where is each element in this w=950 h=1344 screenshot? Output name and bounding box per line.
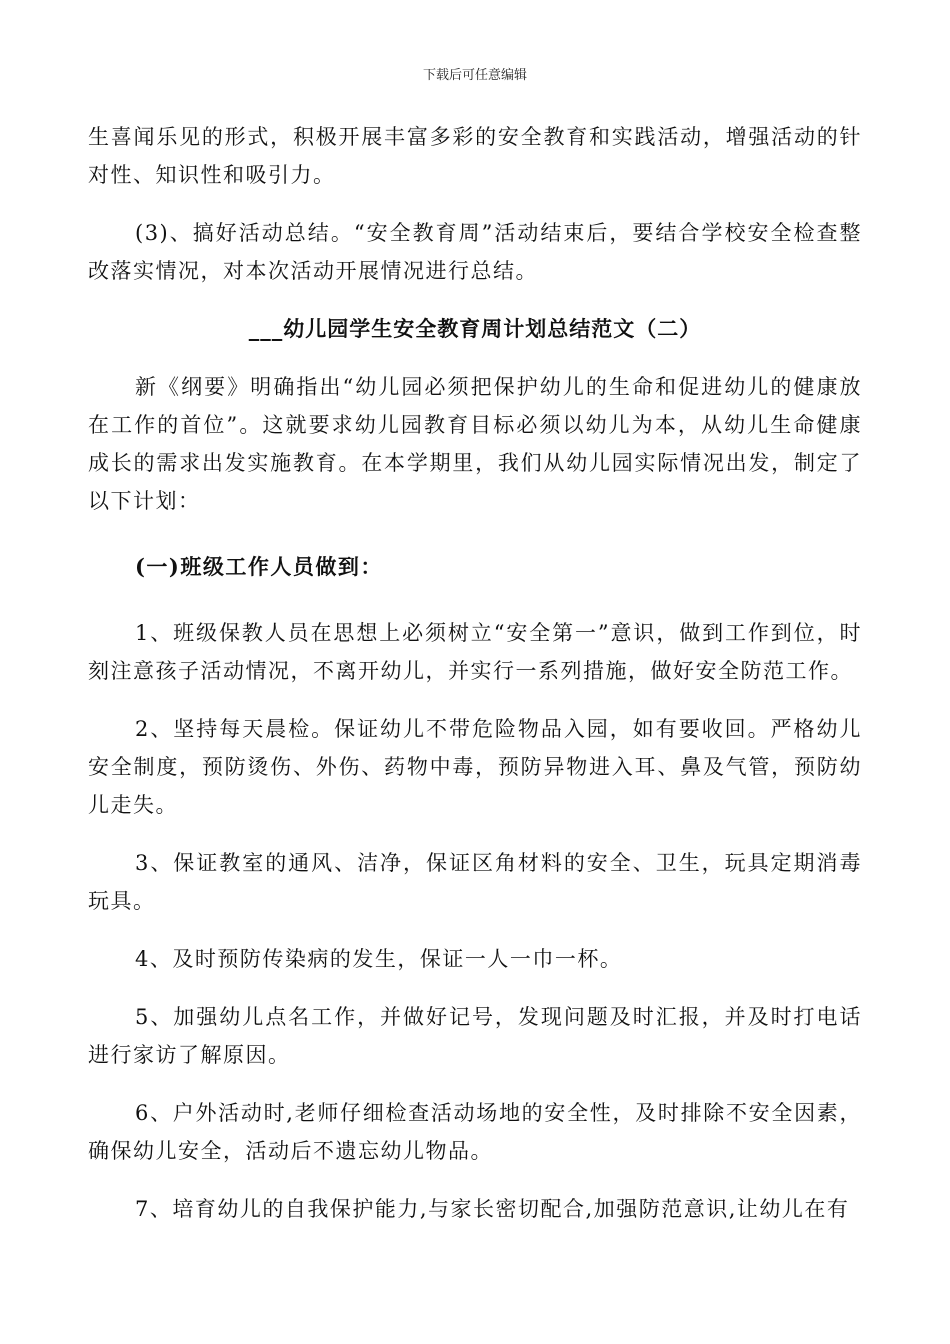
list-item-7: 7、培育幼儿的自我保护能力,与家长密切配合,加强防范意识,让幼儿在有 xyxy=(135,1197,850,1221)
page-header: 下载后可任意编辑 xyxy=(422,68,527,83)
list-item-2: 2、坚持每天晨检。保证幼儿不带危险物品入园，如有要收回。严格幼儿安全制度，预防烫伤、外伤、药物中毒，预防异物进入耳、鼻及气管，预防幼儿走失。 xyxy=(88,717,862,817)
list-item-4: 4、及时预防传染病的发生，保证一人一巾一杯。 xyxy=(135,947,623,971)
list-item-5: 5、加强幼儿点名工作，并做好记号，发现问题及时汇报，并及时打电话进行家访了解原因。 xyxy=(88,1005,862,1067)
paragraph-intro: 新《纲要》明确指出“幼儿园必须把保护幼儿的生命和促进幼儿的健康放在工作的首位”。这就要求幼儿园教育目标必须以幼儿为本，从幼儿生命健康成长的需求出发实施教育。在本学期里，我们从幼儿园实际情况出发，制定了以下计划： xyxy=(88,375,862,513)
list-item-6: 6、户外活动时,老师仔细检查活动场地的安全性，及时排除不安全因素，确保幼儿安全，活动后不遗忘幼儿物品。 xyxy=(88,1101,862,1163)
list-item-1: 1、班级保教人员在思想上必须树立“安全第一”意识，做到工作到位，时刻注意孩子活动情况，不离开幼儿，并实行一系列措施，做好安全防范工作。 xyxy=(88,621,862,683)
paragraph-continuation: 生喜闻乐见的形式，积极开展丰富多彩的安全教育和实践活动，增强活动的针对性、知识性和吸引力。 xyxy=(88,125,862,187)
subheading-class-staff: (一)班级工作人员做到： xyxy=(135,554,383,579)
document-body xyxy=(88,118,862,1228)
paragraph-summary: (3)、搞好活动总结。“安全教育周”活动结束后，要结合学校安全检查整改落实情况，对本次活动开展情况进行总结。 xyxy=(88,221,862,283)
list-item-3: 3、保证教室的通风、洁净，保证区角材料的安全、卫生，玩具定期消毒玩具。 xyxy=(88,851,862,913)
section-title: ___幼儿园学生安全教育周计划总结范文（二） xyxy=(248,316,702,341)
